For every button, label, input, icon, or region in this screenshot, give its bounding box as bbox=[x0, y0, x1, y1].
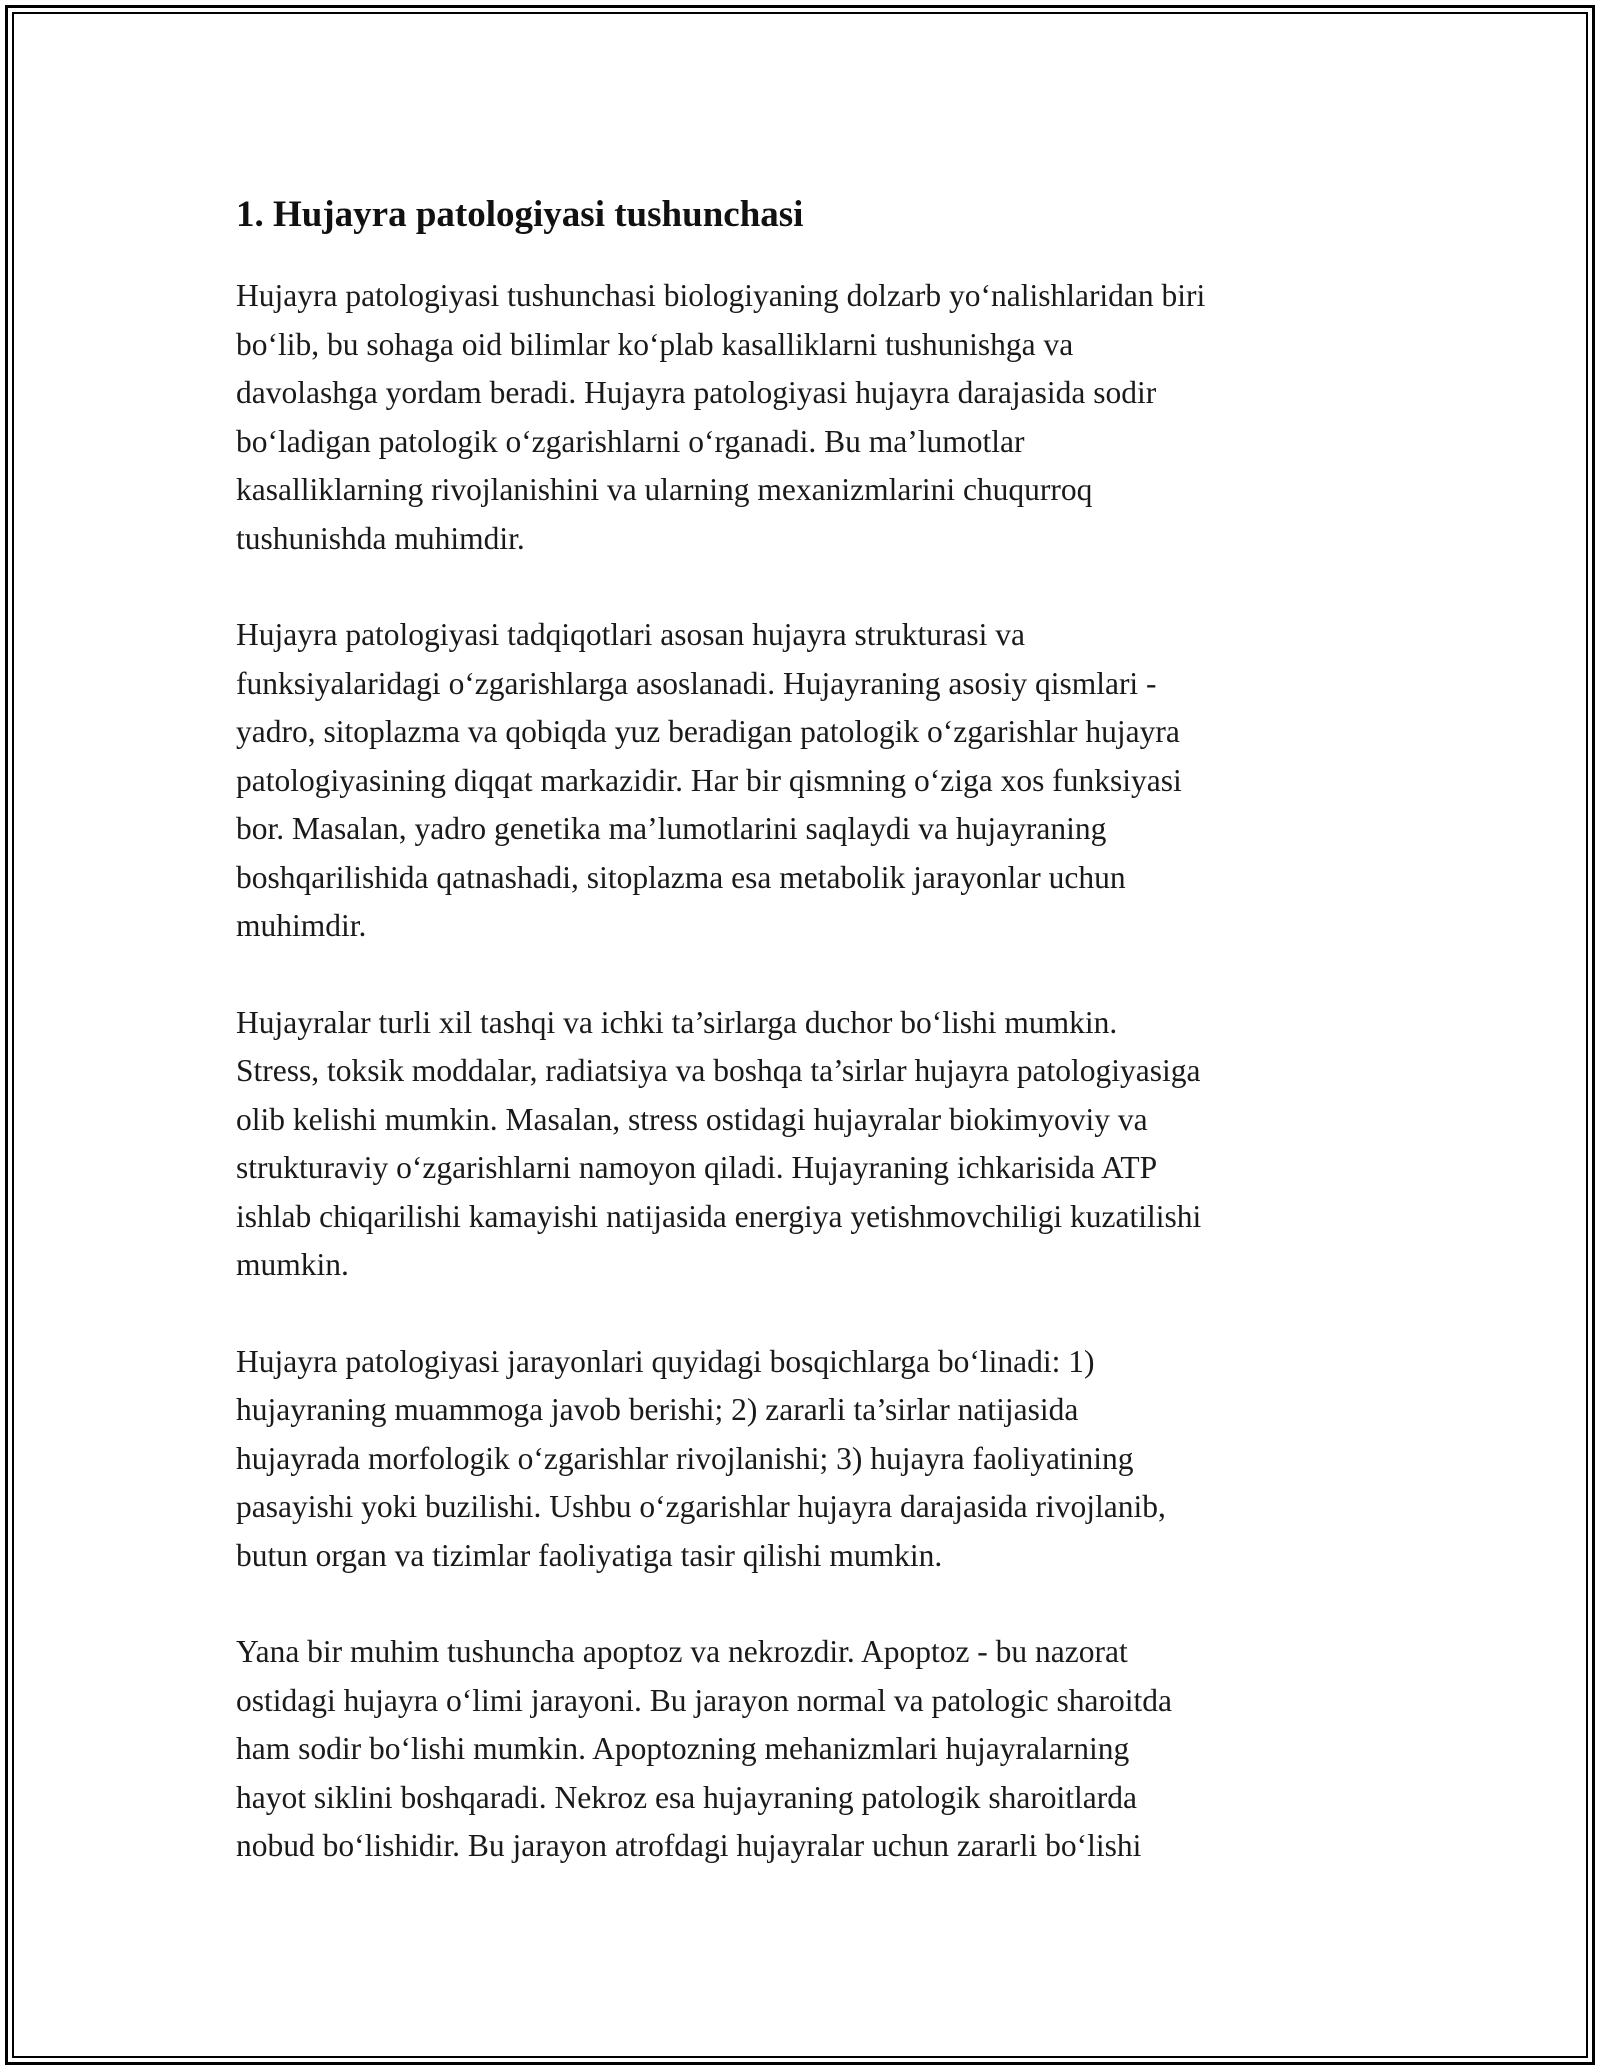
paragraph-3: Hujayralar turli xil tashqi va ichki ta’sirlarga duchor bo‘lishi mumkin. Stress, toksik moddalar, radiatsiya va boshqa ta’sirlar hujayra patologiyasiga olib kelishi mumkin. Masalan, stress ostidagi hujayralar biokimyoviy va strukturaviy o‘zgarishlarni namoyon qiladi. Hujayraning ichkarisida ATP ishlab chiqarilishi kamayishi natijasida energiya yetishmovchiligi kuzatilishi mumkin. bbox=[236, 1004, 1202, 1282]
page-content bbox=[236, 186, 1376, 1919]
paragraph-4: Hujayra patologiyasi jarayonlari quyidagi bosqichlarga bo‘linadi: 1) hujayraning muammoga javob berishi; 2) zararli ta’sirlar natijasida hujayrada morfologik o‘zgarishlar rivojlanishi; 3) hujayra faoliyatining pasayishi yoki buzilishi. Ushbu o‘zgarishlar hujayra darajasida rivojlanib, butun organ va tizimlar faoliyatiga tasir qilishi mumkin. bbox=[236, 1343, 1166, 1573]
paragraph-1: Hujayra patologiyasi tushunchasi biologiyaning dolzarb yo‘nalishlaridan biri bo‘lib, bu sohaga oid bilimlar ko‘plab kasalliklarni tushunishga va davolashga yordam beradi. Hujayra patologiyasi hujayra darajasida sodir bo‘ladigan patologik o‘zgarishlarni o‘rganadi. Bu ma’lumotlar kasalliklarning rivojlanishini va ularning mexanizmlarini chuqurroq tushunishda muhimdir. bbox=[236, 278, 1206, 556]
paragraph-5: Yana bir muhim tushuncha apoptoz va nekrozdir. Apoptoz - bu nazorat ostidagi hujayra o‘limi jarayoni. Bu jarayon normal va patologic sharoitda ham sodir bo‘lishi mumkin. Apoptozning mehanizmlari hujayralarning hayot siklini boshqaradi. Nekroz esa hujayraning patologik sharoitlarda nobud bo‘lishidir. Bu jarayon atrofdagi hujayralar uchun zararli bo‘lishi bbox=[236, 1634, 1173, 1863]
paragraph-2: Hujayra patologiyasi tadqiqotlari asosan hujayra strukturasi va funksiyalaridagi o‘zgarishlarga asoslanadi. Hujayraning asosiy qismlari - yadro, sitoplazma va qobiqda yuz beradigan patologik o‘zgarishlar hujayra patologiyasining diqqat markazidir. Har bir qismning o‘ziga xos funksiyasi bor. Masalan, yadro genetika ma’lumotlarini saqlaydi va hujayraning boshqarilishida qatnashadi, sitoplazma esa metabolik jarayonlar uchun muhimdir. bbox=[236, 617, 1182, 943]
page-title: 1. Hujayra patologiyasi tushunchasi bbox=[236, 194, 804, 235]
